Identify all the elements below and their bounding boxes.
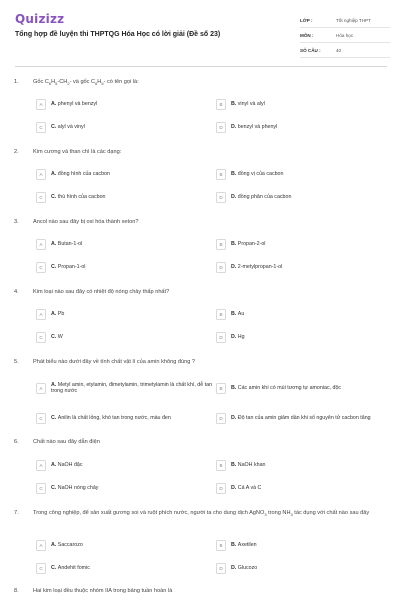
answer-option-a[interactable] bbox=[36, 378, 216, 398]
option-letter-box: A bbox=[36, 383, 46, 394]
option-letter-box: B bbox=[216, 239, 226, 250]
option-text: A. Butan-1-ol bbox=[51, 240, 83, 247]
question-text: Kim cương và than chì là các dạng: bbox=[33, 149, 122, 155]
meta-label: LỚP : bbox=[300, 17, 313, 23]
option-letter-box: C bbox=[36, 122, 46, 133]
answer-option-a[interactable] bbox=[36, 167, 216, 181]
option-text: A. Metyl amin, etylamin, đimetylamin, trimetylamin là chất khí, dễ tan trong nước bbox=[51, 381, 213, 394]
option-text: D. Cả A và C bbox=[231, 484, 262, 491]
question-number: 2. bbox=[14, 149, 19, 155]
answer-option-b[interactable] bbox=[216, 97, 391, 111]
question-text: Phát biểu nào dưới đây về tính chất vật lí của amin không đúng ? bbox=[33, 359, 195, 365]
meta-label: MÔN : bbox=[300, 32, 314, 38]
option-letter-box: D bbox=[216, 483, 226, 494]
option-letter-box: C bbox=[36, 483, 46, 494]
option-letter-box: B bbox=[216, 309, 226, 320]
quizizz-logo: Quizizz bbox=[15, 12, 65, 26]
answer-option-d[interactable] bbox=[216, 408, 391, 428]
answer-option-d[interactable] bbox=[216, 260, 391, 274]
option-letter-box: D bbox=[216, 563, 226, 574]
answer-option-a[interactable] bbox=[36, 97, 216, 111]
answer-option-a[interactable] bbox=[36, 538, 216, 552]
option-letter-box: D bbox=[216, 262, 226, 273]
answer-option-b[interactable] bbox=[216, 538, 391, 552]
question-number: 1. bbox=[14, 79, 19, 85]
question-text: Trong công nghiệp, để sản xuất gương soi và ruột phích nước, người ta cho dung dịch AgNO$_3$ trong $NH_3$ tác dụng với chất nào sau đây bbox=[33, 510, 370, 518]
option-text: A. NaOH đặc bbox=[51, 461, 83, 468]
option-letter-box: B bbox=[216, 169, 226, 180]
meta-row-subject bbox=[300, 28, 390, 43]
option-letter-box: C bbox=[36, 192, 46, 203]
answer-option-b[interactable] bbox=[216, 237, 391, 251]
option-text: B. Au bbox=[231, 310, 245, 317]
option-letter-box: A bbox=[36, 460, 46, 471]
option-text: C. Anilin là chất lỏng, khó tan trong nước, màu đen bbox=[51, 414, 171, 421]
option-text: C. Andehit fomic bbox=[51, 564, 90, 571]
option-text: B. Các amin khí có mùi tương tự amoniac, độc bbox=[231, 384, 342, 391]
answer-option-d[interactable] bbox=[216, 190, 391, 204]
question-text: Hai kim loại đều thuộc nhóm IIA trong bảng tuần hoàn là bbox=[33, 588, 173, 594]
option-text: D. Glucozo bbox=[231, 564, 258, 571]
option-text: D. 2-metylpropan-1-ol bbox=[231, 263, 283, 270]
question-text: Ancol nào sau đây bị oxi hóa thành xeton? bbox=[33, 219, 139, 225]
option-text: C. NaOH nóng chảy bbox=[51, 484, 99, 491]
option-letter-box: D bbox=[216, 413, 226, 424]
option-text: B. Propan-2-ol bbox=[231, 240, 266, 247]
meta-row-count bbox=[300, 43, 390, 58]
answer-option-d[interactable] bbox=[216, 330, 391, 344]
meta-table bbox=[300, 13, 390, 58]
option-letter-box: B bbox=[216, 540, 226, 551]
option-letter-box: B bbox=[216, 383, 226, 394]
meta-row-class bbox=[300, 13, 390, 28]
option-text: B. Axetilen bbox=[231, 541, 257, 548]
question-number: 5. bbox=[14, 359, 19, 365]
question-text: Kim loại nào sau đây có nhiệt độ nóng chảy thấp nhất? bbox=[33, 289, 170, 295]
option-letter-box: A bbox=[36, 540, 46, 551]
answer-option-d[interactable] bbox=[216, 561, 391, 575]
question-number: 6. bbox=[14, 439, 19, 445]
option-letter-box: B bbox=[216, 99, 226, 110]
question-number: 8. bbox=[14, 588, 19, 594]
option-text: B. NaOH khan bbox=[231, 461, 266, 468]
option-letter-box: D bbox=[216, 122, 226, 133]
answer-option-b[interactable] bbox=[216, 167, 391, 181]
option-letter-box: D bbox=[216, 332, 226, 343]
question-number: 3. bbox=[14, 219, 19, 225]
answer-option-c[interactable] bbox=[36, 561, 216, 575]
page-title: Tổng hợp đề luyện thi THPTQG Hóa Học có lời giải (Đề số 23) bbox=[15, 31, 221, 38]
option-text: C. Propan-1-ol bbox=[51, 263, 86, 270]
meta-value: Tốt nghiệp THPT bbox=[336, 17, 371, 23]
answer-option-a[interactable] bbox=[36, 237, 216, 251]
question-number: 4. bbox=[14, 289, 19, 295]
answer-option-c[interactable] bbox=[36, 408, 216, 428]
answer-option-c[interactable] bbox=[36, 481, 216, 495]
answer-option-a[interactable] bbox=[36, 458, 216, 472]
option-text: A. Saccarozo bbox=[51, 541, 83, 548]
header-divider bbox=[15, 66, 387, 67]
option-text: D. Hg bbox=[231, 333, 245, 340]
option-text: C. thù hình của cacbon bbox=[51, 193, 106, 200]
document-header bbox=[0, 0, 400, 66]
option-text: C. W bbox=[51, 333, 63, 340]
option-letter-box: A bbox=[36, 99, 46, 110]
option-text: B. vinyl và alyl bbox=[231, 100, 265, 107]
answer-option-c[interactable] bbox=[36, 260, 216, 274]
answer-option-d[interactable] bbox=[216, 120, 391, 134]
question-text: Gốc $C_6H_5-CH_2-$ và gốc $C_6H_5-$ có tên gọi là: bbox=[33, 79, 139, 87]
answer-option-c[interactable] bbox=[36, 120, 216, 134]
option-text: A. Pb bbox=[51, 310, 65, 317]
answer-option-b[interactable] bbox=[216, 307, 391, 321]
answer-option-b[interactable] bbox=[216, 378, 391, 398]
option-letter-box: A bbox=[36, 309, 46, 320]
option-letter-box: C bbox=[36, 262, 46, 273]
meta-value: Hóa học bbox=[336, 32, 354, 38]
option-letter-box: A bbox=[36, 169, 46, 180]
option-text: D. Độ tan của amin giảm dần khi số nguyên tử cacbon tăng bbox=[231, 414, 371, 421]
option-text: D. đồng phân của cacbon bbox=[231, 193, 292, 200]
answer-option-a[interactable] bbox=[36, 307, 216, 321]
option-text: B. đồng vị của cacbon bbox=[231, 170, 284, 177]
option-text: A. phenyl và benzyl bbox=[51, 100, 98, 107]
answer-option-b[interactable] bbox=[216, 458, 391, 472]
meta-label: SỐ CÂU : bbox=[300, 47, 321, 53]
option-text: C. alyl và vinyl bbox=[51, 123, 85, 130]
answer-option-c[interactable] bbox=[36, 190, 216, 204]
option-letter-box: C bbox=[36, 413, 46, 424]
question-number: 7. bbox=[14, 510, 19, 516]
option-letter-box: C bbox=[36, 563, 46, 574]
answer-option-c[interactable] bbox=[36, 330, 216, 344]
option-letter-box: B bbox=[216, 460, 226, 471]
question-text: Chất nào sau đây dẫn điện bbox=[33, 439, 100, 445]
option-letter-box: A bbox=[36, 239, 46, 250]
meta-value: 40 bbox=[336, 47, 342, 53]
answer-option-d[interactable] bbox=[216, 481, 391, 495]
option-text: D. benzyl và phenyl bbox=[231, 123, 278, 130]
option-letter-box: D bbox=[216, 192, 226, 203]
option-letter-box: C bbox=[36, 332, 46, 343]
option-text: A. đồng hình của cacbon bbox=[51, 170, 110, 177]
